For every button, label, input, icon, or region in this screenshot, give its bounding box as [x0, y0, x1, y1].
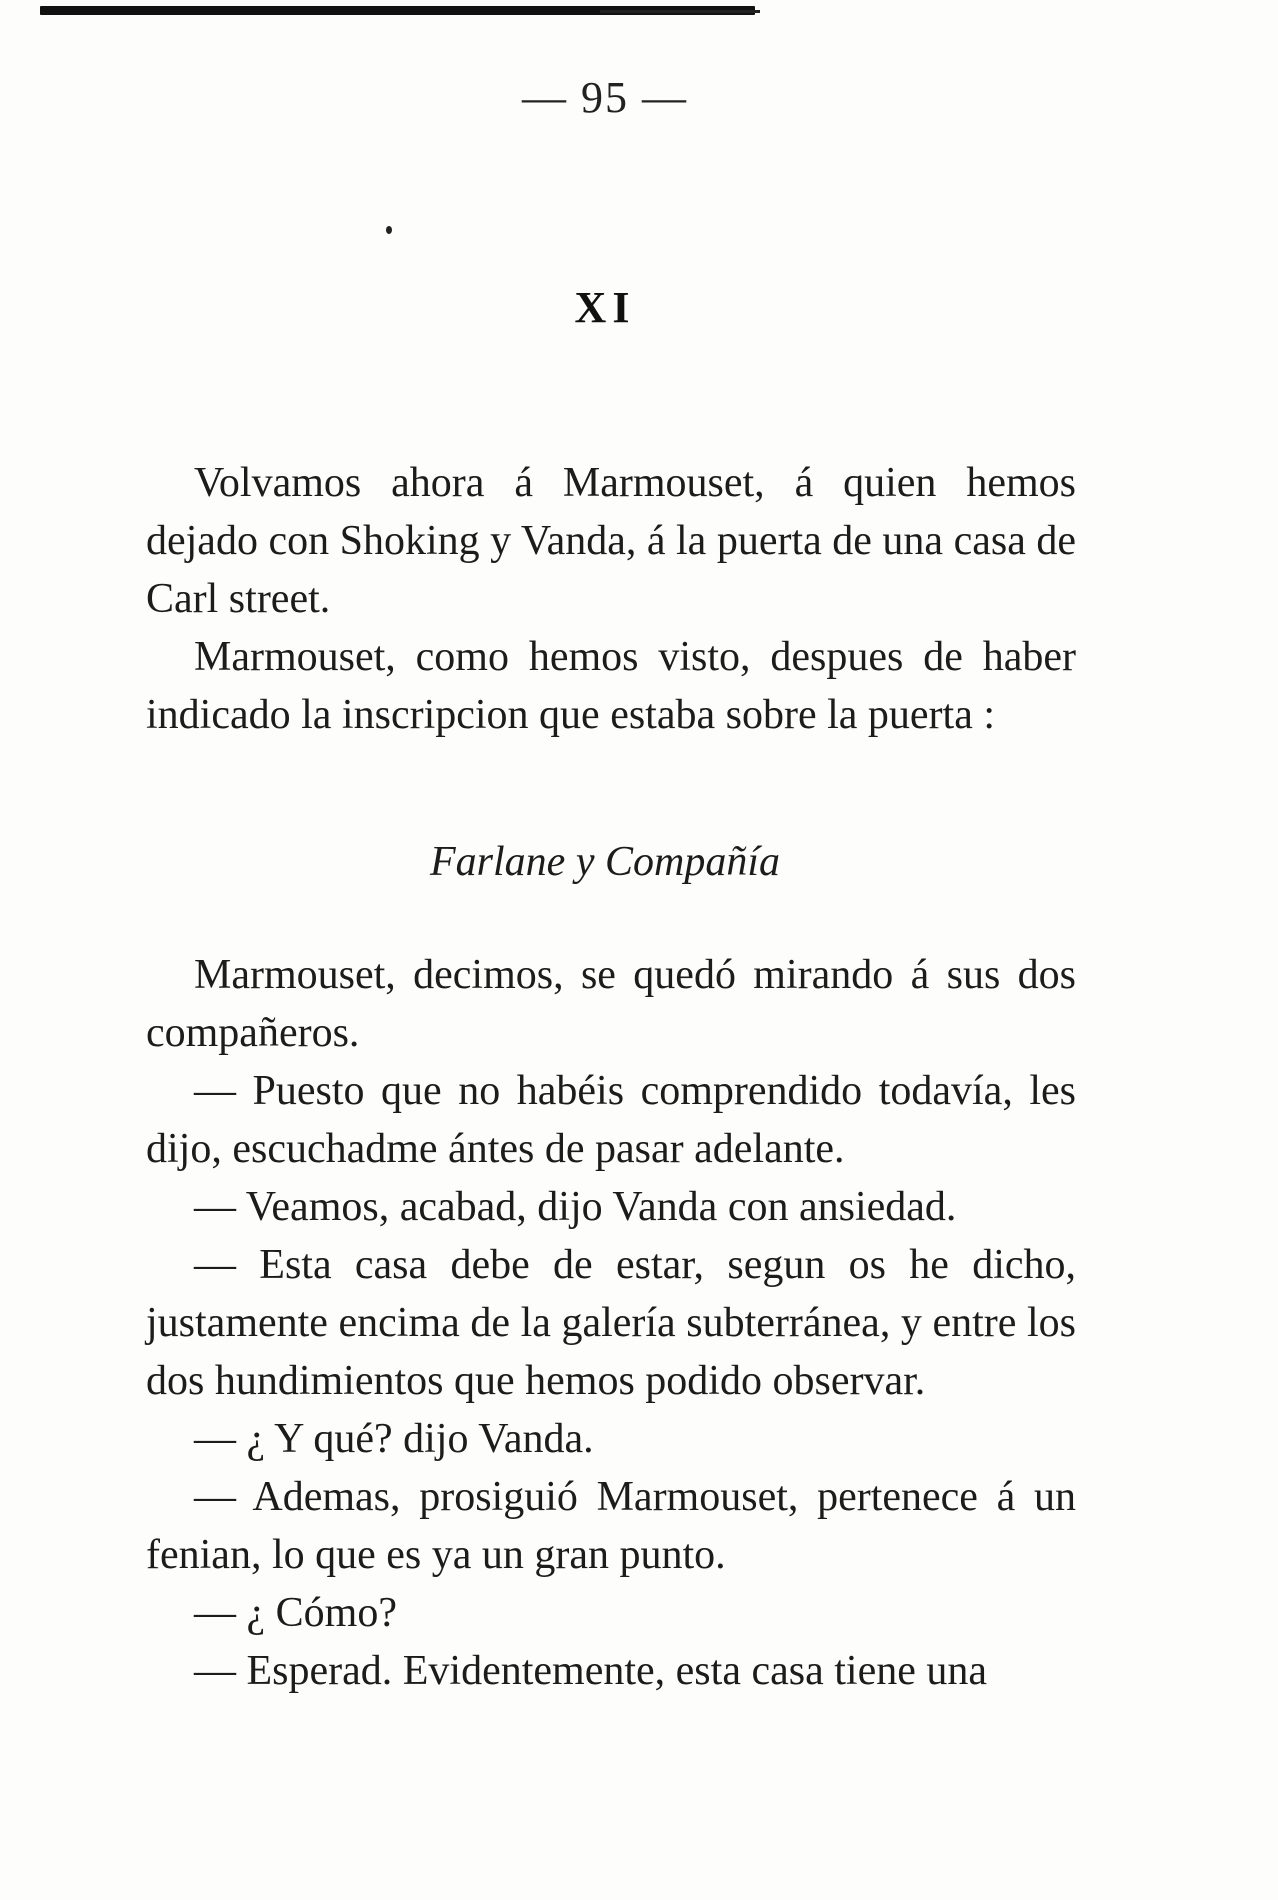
ink-speck — [386, 226, 392, 234]
dialogue-line: — Veamos, acabad, dijo Vanda con ansiedad. — [194, 1184, 957, 1230]
top-border-rule-thin — [600, 10, 760, 13]
dialogue-line: — ¿ Cómo? — [194, 1590, 397, 1636]
dialogue-line: — Ademas, prosiguió Marmouset, pertenece á un fenian, lo que es ya un gran punto. — [146, 1474, 1076, 1578]
dialogue-line: — ¿ Y qué? dijo Vanda. — [194, 1416, 594, 1462]
dialogue-line: — Puesto que no habéis comprendido todavía, les dijo, escuchadme ántes de pasar adelante. — [146, 1068, 1076, 1172]
page-number: — 95 — — [522, 73, 688, 122]
inscription-text: Farlane y Compañía — [430, 839, 780, 885]
dialogue-line: — Esta casa debe de estar, segun os he dicho, justamente encima de la galería subterránea, y entre los dos hundimientos que hemos podido observar. — [146, 1242, 1076, 1404]
text-block-opening — [146, 454, 1076, 744]
text-block-dialogue — [146, 946, 1076, 1700]
chapter-heading: XI — [574, 283, 636, 332]
paragraph: Marmouset, decimos, se quedó mirando á sus dos compañeros. — [146, 952, 1076, 1056]
paragraph: Marmouset, como hemos visto, despues de haber indicado la inscripcion que estaba sobre la puerta : — [146, 634, 1076, 738]
paragraph: Volvamos ahora á Marmouset, á quien hemos dejado con Shoking y Vanda, á la puerta de una casa de Carl street. — [146, 460, 1076, 622]
dialogue-line: — Esperad. Evidentemente, esta casa tiene una — [194, 1648, 987, 1694]
